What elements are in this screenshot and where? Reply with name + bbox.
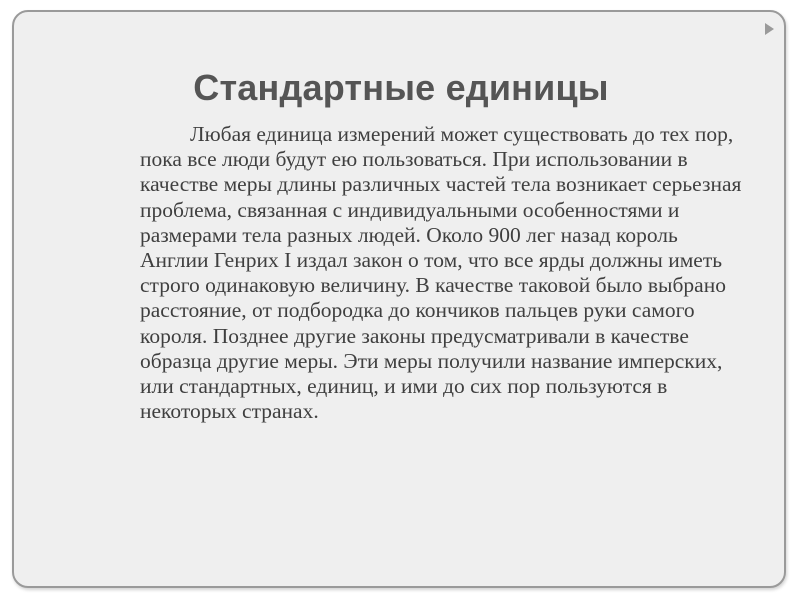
slide-paragraph: Любая единица измерений может существовать до тех пор, пока все люди будут ею пользоваться. При использовании в качестве меры длины различных частей тела возникает серьезная проблема, связанная с индивидуальными особенностями и размерами тела разных людей. Около 900 лег назад король Англии Генрих I издал закон о том, что все ярды должны иметь строго одинаковую величину. В качестве таковой было выбрано расстояние, от подбородка до кончиков пальцев руки самого короля. Позднее другие законы предусматривали в качестве образца другие меры. Эти меры получили название имперских, или стандартных, единиц, и ими до сих пор пользуются в некоторых странах. <box>140 122 742 424</box>
slide-title: Стандартные единицы <box>193 67 609 108</box>
corner-arrow-icon <box>765 23 774 35</box>
slide-frame <box>12 10 786 588</box>
